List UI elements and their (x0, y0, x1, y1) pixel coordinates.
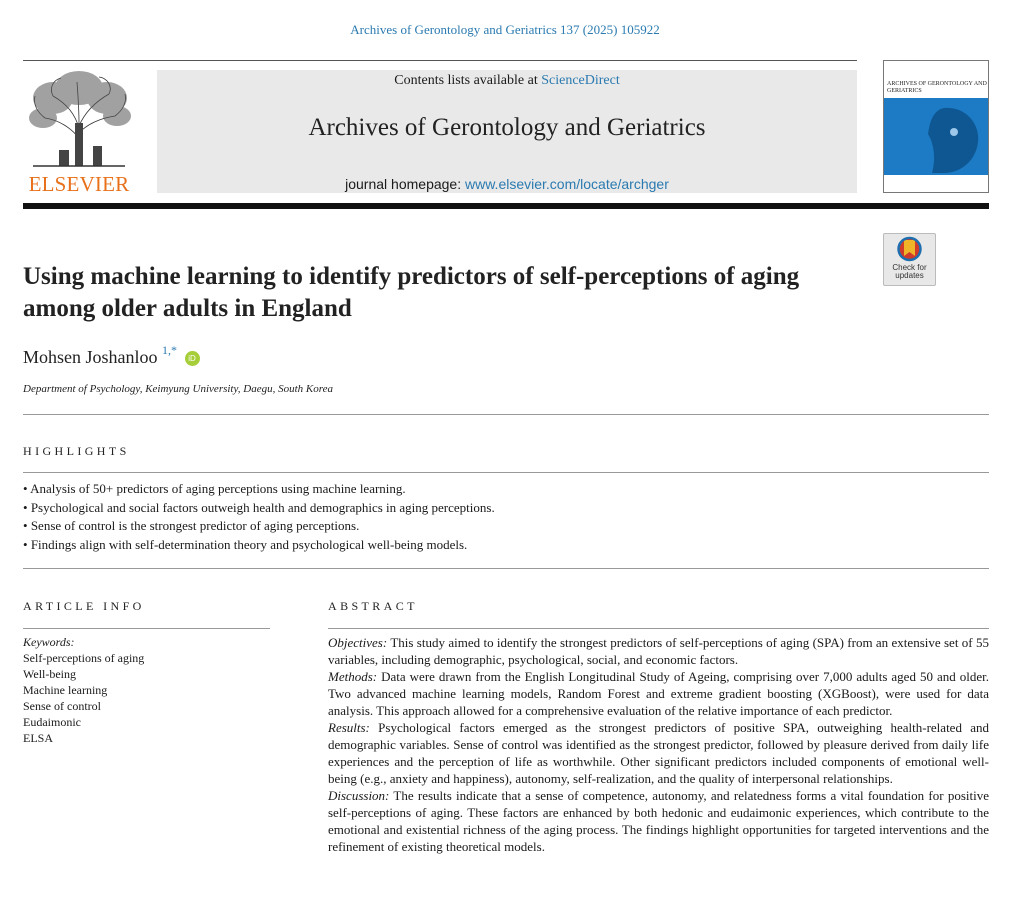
abstract-results (328, 719, 989, 787)
keyword-item: Sense of control (23, 699, 101, 713)
bookmark-ribbon-icon (884, 234, 935, 264)
check-for-updates-button[interactable] (883, 233, 936, 286)
abstract-discussion (328, 787, 989, 855)
abstract-objectives (328, 634, 989, 668)
abstract-section-label: Results: (328, 720, 370, 735)
tree-icon (23, 68, 135, 168)
abstract-section-text: This study aimed to identify the strongest predictors of self-perceptions of aging (SPA) from an extensive set of 55 variables, including demographic, psychological, social, and economic factors. (328, 635, 989, 667)
cover-artwork (884, 98, 988, 175)
abstract-section-text: Data were drawn from the English Longitudinal Study of Ageing, comprising over 7,000 adults aged 50 and older. Two advanced machine learning models, Random Forest and extreme gradient boosting (XGBoost), were used for data analysis. This approach allowed for a comprehensive evaluation of the relative importance of each predictor. (328, 669, 989, 718)
journal-homepage-link[interactable]: www.elsevier.com/locate/archger (465, 176, 669, 192)
author-affiliation-marks[interactable]: 1,* (162, 343, 177, 357)
keyword-item: Eudaimonic (23, 715, 81, 729)
contents-prefix: Contents lists available at (394, 73, 542, 88)
abstract-section-text: Psychological factors emerged as the strongest predictors of positive SPA, outweighing health-related and demographic variables. Sense of control was identified as the strongest predictor, followed by pleasure derived from daily life experiences and the perception of life as worthwhile. Other significant predictors included components of emotional well-being (e.g., anxiety and happiness), autonomy, self-realization, and the quality of interpersonal relationships. (328, 720, 989, 786)
abstract-section-text: The results indicate that a sense of competence, autonomy, and relatedness forms a vital foundation for positive self-perceptions of aging. These factors are enhanced by both hedonic and eudaimonic experiences, which contribute to the emotional and existential richness of the aging process. The findings highlight opportunities for targeted interventions and the refinement of existing theoretical models. (328, 788, 989, 854)
keyword-item: Well-being (23, 667, 77, 681)
abstract-section-label: Methods: (328, 669, 378, 684)
contents-line (157, 73, 857, 89)
cover-footer (884, 175, 988, 193)
journal-title: Archives of Gerontology and Geriatrics (308, 114, 706, 141)
orcid-icon[interactable]: iD (185, 351, 200, 366)
journal-cover[interactable] (883, 60, 989, 193)
journal-citation[interactable]: Archives of Gerontology and Geriatrics 137 (2025) 105922 (350, 22, 660, 37)
check-updates-label: Check for updates (892, 263, 927, 280)
author-name[interactable]: Mohsen Joshanloo (23, 347, 158, 367)
abstract-methods (328, 668, 989, 719)
header-top-rule (23, 60, 857, 61)
homepage-prefix: journal homepage: (345, 176, 465, 192)
divider-after-highlights (23, 568, 989, 569)
highlights-heading: HIGHLIGHTS (23, 444, 130, 458)
highlights-list (23, 480, 495, 554)
cover-face-icon (884, 98, 988, 175)
article-info-heading-rule (23, 628, 270, 629)
cover-title: ARCHIVES OF GERONTOLOGY AND GERIATRICS (887, 81, 987, 94)
article-title: Using machine learning to identify predictors of self-perceptions of aging among older adults in England (23, 263, 800, 322)
author-line (23, 345, 200, 368)
divider-before-highlights (23, 414, 989, 415)
highlights-heading-rule (23, 472, 989, 473)
abstract-heading-rule (328, 628, 989, 629)
highlight-item: • Findings align with self-determination theory and psychological well-being models. (23, 536, 495, 555)
keywords-label: Keywords: (23, 635, 75, 649)
abstract-section-label: Discussion: (328, 788, 390, 803)
journal-masthead (157, 70, 857, 193)
sciencedirect-link[interactable]: ScienceDirect (541, 73, 620, 88)
abstract-body (328, 634, 989, 855)
elsevier-logo[interactable] (23, 68, 135, 196)
keyword-item: ELSA (23, 731, 53, 745)
keywords-list (23, 650, 144, 746)
homepage-line (157, 176, 857, 192)
abstract-section-label: Objectives: (328, 635, 388, 650)
highlight-item: • Psychological and social factors outweigh health and demographics in aging perceptions. (23, 499, 495, 518)
abstract-heading: ABSTRACT (328, 599, 418, 613)
highlight-item: • Analysis of 50+ predictors of aging perceptions using machine learning. (23, 480, 495, 499)
header-thick-rule (23, 203, 989, 209)
elsevier-wordmark: ELSEVIER (28, 172, 130, 196)
article-info-heading: ARTICLE INFO (23, 599, 145, 613)
highlight-item: • Sense of control is the strongest predictor of aging perceptions. (23, 517, 495, 536)
keyword-item: Self-perceptions of aging (23, 651, 145, 665)
author-affiliation: Department of Psychology, Keimyung University, Daegu, South Korea (23, 383, 333, 395)
keyword-item: Machine learning (23, 683, 108, 697)
